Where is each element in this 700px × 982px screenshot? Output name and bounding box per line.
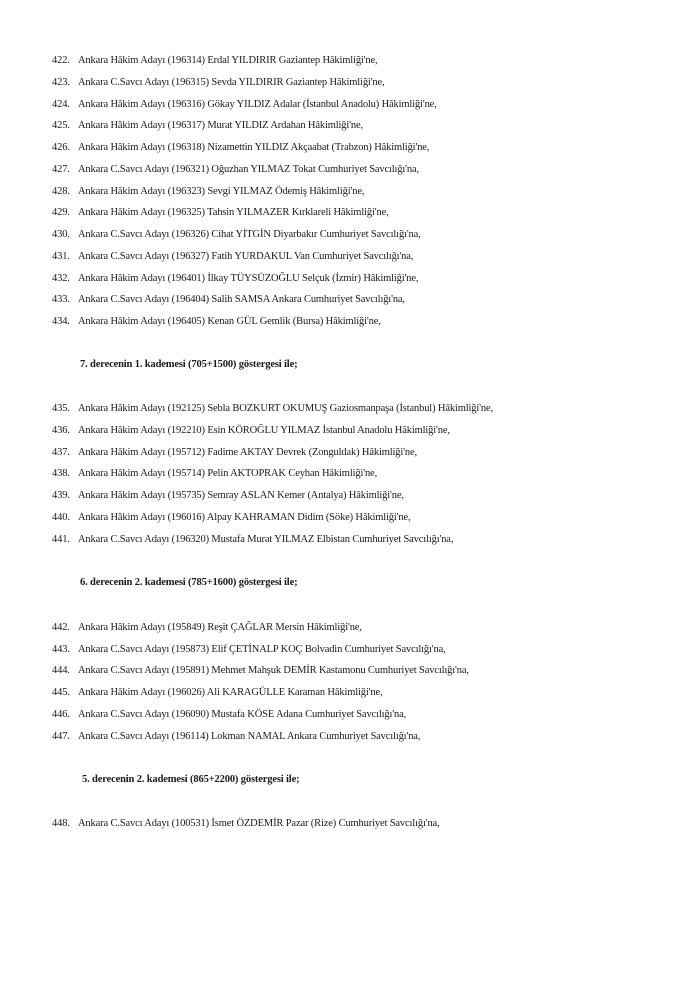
item-number: 432. — [52, 273, 70, 284]
item-text: Ankara C.Savcı Adayı (196320) Mustafa Murat YILMAZ Elbistan Cumhuriyet Savcılığı'na, — [78, 534, 454, 545]
list-item — [52, 533, 453, 547]
item-number: 425. — [52, 120, 70, 131]
item-text: Ankara Hâkim Adayı (196401) İlkay TÜYSÜZOĞLU Selçuk (İzmir) Hâkimliği'ne, — [78, 273, 419, 284]
item-number: 442. — [52, 622, 70, 633]
list-item — [52, 206, 389, 220]
item-text: Ankara Hâkim Adayı (195735) Semray ASLAN Kemer (Antalya) Hâkimliği'ne, — [78, 490, 404, 501]
item-text: Ankara C.Savcı Adayı (100531) İsmet ÖZDEMİR Pazar (Rize) Cumhuriyet Savcılığı'na, — [78, 818, 440, 829]
section-heading: 6. derecenin 2. kademesi (785+1600) göstergesi ile; — [80, 577, 298, 588]
item-number: 429. — [52, 207, 70, 218]
item-text: Ankara Hâkim Adayı (196016) Alpay KAHRAMAN Didim (Söke) Hâkimliği'ne, — [78, 512, 411, 523]
item-text: Ankara C.Savcı Adayı (196315) Sevda YILDIRIR Gaziantep Hâkimliği'ne, — [78, 77, 385, 88]
list-item — [52, 489, 404, 503]
list-item — [52, 730, 420, 744]
item-number: 441. — [52, 534, 70, 545]
item-number: 434. — [52, 316, 70, 327]
item-text: Ankara Hâkim Adayı (196323) Sevgi YILMAZ Ödemiş Hâkimliği'ne, — [78, 186, 365, 197]
item-text: Ankara Hâkim Adayı (196026) Ali KARAGÜLLE Karaman Hâkimliği'ne, — [78, 687, 383, 698]
item-number: 444. — [52, 665, 70, 676]
item-text: Ankara Hâkim Adayı (196314) Erdal YILDIRIR Gaziantep Hâkimliği'ne, — [78, 55, 378, 66]
item-text: Ankara C.Savcı Adayı (196090) Mustafa KÖSE Adana Cumhuriyet Savcılığı'na, — [78, 709, 407, 720]
list-item — [52, 817, 440, 831]
section-heading: 7. derecenin 1. kademesi (705+1500) göstergesi ile; — [80, 359, 298, 370]
list-item — [52, 446, 417, 460]
list-item — [52, 272, 418, 286]
list-item — [52, 293, 405, 307]
item-text: Ankara C.Savcı Adayı (196327) Fatih YURDAKUL Van Cumhuriyet Savcılığı'na, — [78, 251, 414, 262]
list-item — [52, 643, 446, 657]
item-number: 424. — [52, 99, 70, 110]
section-heading: 5. derecenin 2. kademesi (865+2200) göstergesi ile; — [82, 774, 300, 785]
list-item — [52, 98, 437, 112]
item-number: 426. — [52, 142, 70, 153]
list-item — [52, 315, 381, 329]
item-text: Ankara Hâkim Adayı (195849) Reşit ÇAĞLAR Mersin Hâkimliği'ne, — [78, 622, 362, 633]
item-text: Ankara Hâkim Adayı (196405) Kenan GÜL Gemlik (Bursa) Hâkimliği'ne, — [78, 316, 381, 327]
item-number: 443. — [52, 644, 70, 655]
item-number: 440. — [52, 512, 70, 523]
item-text: Ankara C.Savcı Adayı (196114) Lokman NAMAL Ankara Cumhuriyet Savcılığı'na, — [78, 731, 421, 742]
list-item — [52, 621, 362, 635]
list-item — [52, 511, 410, 525]
item-number: 428. — [52, 186, 70, 197]
item-number: 448. — [52, 818, 70, 829]
item-text: Ankara Hâkim Adayı (192125) Sebla BOZKURT OKUMUŞ Gaziosmanpaşa (İstanbul) Hâkimliği'ne, — [78, 403, 493, 414]
list-item — [52, 141, 429, 155]
list-item — [52, 228, 421, 242]
item-number: 447. — [52, 731, 70, 742]
item-number: 423. — [52, 77, 70, 88]
item-number: 437. — [52, 447, 70, 458]
list-item — [52, 185, 364, 199]
item-number: 435. — [52, 403, 70, 414]
item-number: 422. — [52, 55, 70, 66]
item-number: 427. — [52, 164, 70, 175]
item-number: 439. — [52, 490, 70, 501]
item-number: 431. — [52, 251, 70, 262]
item-number: 438. — [52, 468, 70, 479]
list-item — [52, 664, 469, 678]
item-text: Ankara C.Savcı Adayı (195873) Elif ÇETİNALP KOÇ Bolvadin Cumhuriyet Savcılığı'na, — [78, 644, 446, 655]
list-item — [52, 708, 406, 722]
item-number: 433. — [52, 294, 70, 305]
item-text: Ankara C.Savcı Adayı (195891) Mehmet Mahşuk DEMİR Kastamonu Cumhuriyet Savcılığı'na, — [78, 665, 469, 676]
item-text: Ankara Hâkim Adayı (196325) Tahsin YILMAZER Kırklareli Hâkimliği'ne, — [78, 207, 389, 218]
list-item — [52, 54, 378, 68]
list-item — [52, 250, 413, 264]
list-item — [52, 163, 419, 177]
item-text: Ankara Hâkim Adayı (196317) Murat YILDIZ Ardahan Hâkimliği'ne, — [78, 120, 363, 131]
item-number: 430. — [52, 229, 70, 240]
item-text: Ankara C.Savcı Adayı (196321) Oğuzhan YILMAZ Tokat Cumhuriyet Savcılığı'na, — [78, 164, 420, 175]
item-number: 445. — [52, 687, 70, 698]
item-text: Ankara Hâkim Adayı (195712) Fadime AKTAY Devrek (Zonguldak) Hâkimliği'ne, — [78, 447, 417, 458]
item-text: Ankara Hâkim Adayı (195714) Pelin AKTOPRAK Ceyhan Hâkimliği'ne, — [78, 468, 378, 479]
item-number: 436. — [52, 425, 70, 436]
item-text: Ankara Hâkim Adayı (196318) Nizamettin YILDIZ Akçaabat (Trabzon) Hâkimliği'ne, — [78, 142, 430, 153]
item-number: 446. — [52, 709, 70, 720]
list-item — [52, 76, 385, 90]
item-text: Ankara Hâkim Adayı (196316) Gökay YILDIZ Adalar (İstanbul Anadolu) Hâkimliği'ne, — [78, 99, 437, 110]
item-text: Ankara C.Savcı Adayı (196404) Salih SAMSA Ankara Cumhuriyet Savcılığı'na, — [78, 294, 405, 305]
list-item — [52, 402, 493, 416]
list-item — [52, 686, 382, 700]
item-text: Ankara C.Savcı Adayı (196326) Cihat YİTGİN Diyarbakır Cumhuriyet Savcılığı'na, — [78, 229, 421, 240]
list-item — [52, 119, 363, 133]
list-item — [52, 467, 377, 481]
list-item — [52, 424, 450, 438]
item-text: Ankara Hâkim Adayı (192210) Esin KÖROĞLU YILMAZ İstanbul Anadolu Hâkimliği'ne, — [78, 425, 450, 436]
